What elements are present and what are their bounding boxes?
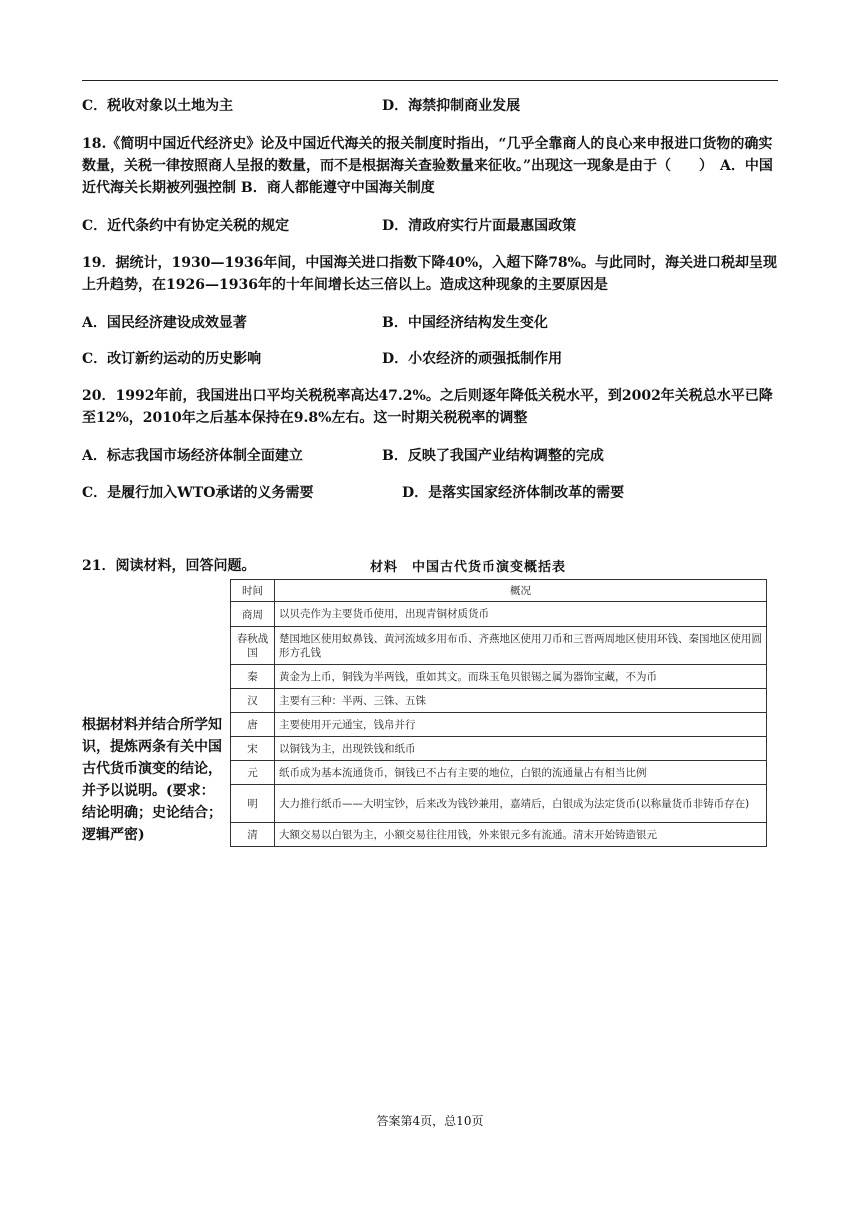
q20-option-a: A．标志我国市场经济体制全面建立: [82, 448, 303, 464]
table-row: [231, 737, 767, 761]
table-row: [231, 689, 767, 713]
table-row: [231, 713, 767, 737]
q19-option-c: C．改订新约运动的历史影响: [82, 351, 262, 367]
era-cell: 汉: [231, 689, 275, 713]
table-header-row: [231, 580, 767, 602]
era-cell: 秦: [231, 665, 275, 689]
desc-cell: 主要使用开元通宝，钱帛并行: [275, 713, 767, 737]
q19-option-b: B．中国经济结构发生变化: [382, 315, 548, 331]
q19-option-d: D．小农经济的顽强抵制作用: [382, 351, 563, 367]
q20-stem: 20．1992年前，我国进出口平均关税税率高达47.2%。之后则逐年降低关税水平，到2002年关税总水平已降至12%，2010年之后基本保持在9.8%左右。这一时期关税税率的调整: [82, 388, 773, 426]
table-row: [231, 627, 767, 665]
desc-cell: 大额交易以白银为主，小额交易往往用钱，外来银元多有流通。清末开始铸造银元: [275, 823, 767, 847]
q18-stem: 18.《简明中国近代经济史》论及中国近代海关的报关制度时指出，“几乎全靠商人的良心来申报进口货物的确实数量，关税一律按照商人呈报的数量，而不是根据海关查验数量来征收。”出现这一现象是由于（ ） A．中国近代海关长期被列强控制 B．商人都能遵守中国海关制度: [82, 136, 773, 196]
table-row: [231, 602, 767, 627]
table-row: [231, 665, 767, 689]
desc-cell: 以贝壳作为主要货币使用，出现青铜材质货币: [275, 602, 767, 627]
q21-stem: 21．阅读材料，回答问题。: [82, 558, 256, 574]
desc-cell: 主要有三种：半两、三铢、五铢: [275, 689, 767, 713]
q20-option-c: C．是履行加入WTO承诺的义务需要: [82, 485, 314, 501]
q20-option-d: D．是落实国家经济体制改革的需要: [402, 485, 625, 501]
era-cell: 清: [231, 823, 275, 847]
era-cell: 唐: [231, 713, 275, 737]
era-cell: 商周: [231, 602, 275, 627]
header-era: 时间: [231, 580, 275, 602]
q18-option-d: D．清政府实行片面最惠国政策: [382, 218, 577, 234]
table-row: [231, 761, 767, 785]
q17-option-d: D．海禁抑制商业发展: [382, 98, 521, 114]
table-row: [231, 785, 767, 823]
desc-cell: 大力推行纸币——大明宝钞，后来改为钱钞兼用，嘉靖后，白银成为法定货币(以称量货币非铸币存在): [275, 785, 767, 823]
era-cell: 春秋战国: [231, 627, 275, 665]
era-cell: 宋: [231, 737, 275, 761]
page-footer: 答案第4页，总10页: [376, 1114, 484, 1128]
q19-stem: 19．据统计，1930—1936年间，中国海关进口指数下降40%，入超下降78%。与此同时，海关进口税却呈现上升趋势，在1926—1936年的十年间增长达三倍以上。造成这种现象的主要原因是: [82, 255, 777, 293]
q20-option-b: B．反映了我国产业结构调整的完成: [382, 448, 604, 464]
table-row: [231, 823, 767, 847]
desc-cell: 黄金为上币，铜钱为半两钱，重如其文。而珠玉龟贝银锡之属为器饰宝藏，不为币: [275, 665, 767, 689]
desc-cell: 以铜钱为主，出现铁钱和纸币: [275, 737, 767, 761]
q21-question: 根据材料并结合所学知识，提炼两条有关中国古代货币演变的结论，并予以说明。(要求：结论明确；史论结合；逻辑严密): [82, 717, 222, 843]
desc-cell: 纸币成为基本流通货币，铜钱已不占有主要的地位，白银的流通量占有相当比例: [275, 761, 767, 785]
desc-cell: 楚国地区使用蚁鼻钱、黄河流域多用布币、齐燕地区使用刀币和三晋两周地区使用环钱、秦国地区使用圆形方孔钱: [275, 627, 767, 665]
era-cell: 元: [231, 761, 275, 785]
q18-option-c: C．近代条约中有协定关税的规定: [82, 218, 290, 234]
q17-option-c: C．税收对象以土地为主: [82, 98, 234, 114]
material-table-title: 材料 中国古代货币演变概括表: [370, 560, 567, 575]
header-rule: [82, 80, 778, 81]
currency-evolution-table: [230, 579, 767, 847]
era-cell: 明: [231, 785, 275, 823]
q19-option-a: A．国民经济建设成效显著: [82, 315, 247, 331]
header-desc: 概况: [275, 580, 767, 602]
